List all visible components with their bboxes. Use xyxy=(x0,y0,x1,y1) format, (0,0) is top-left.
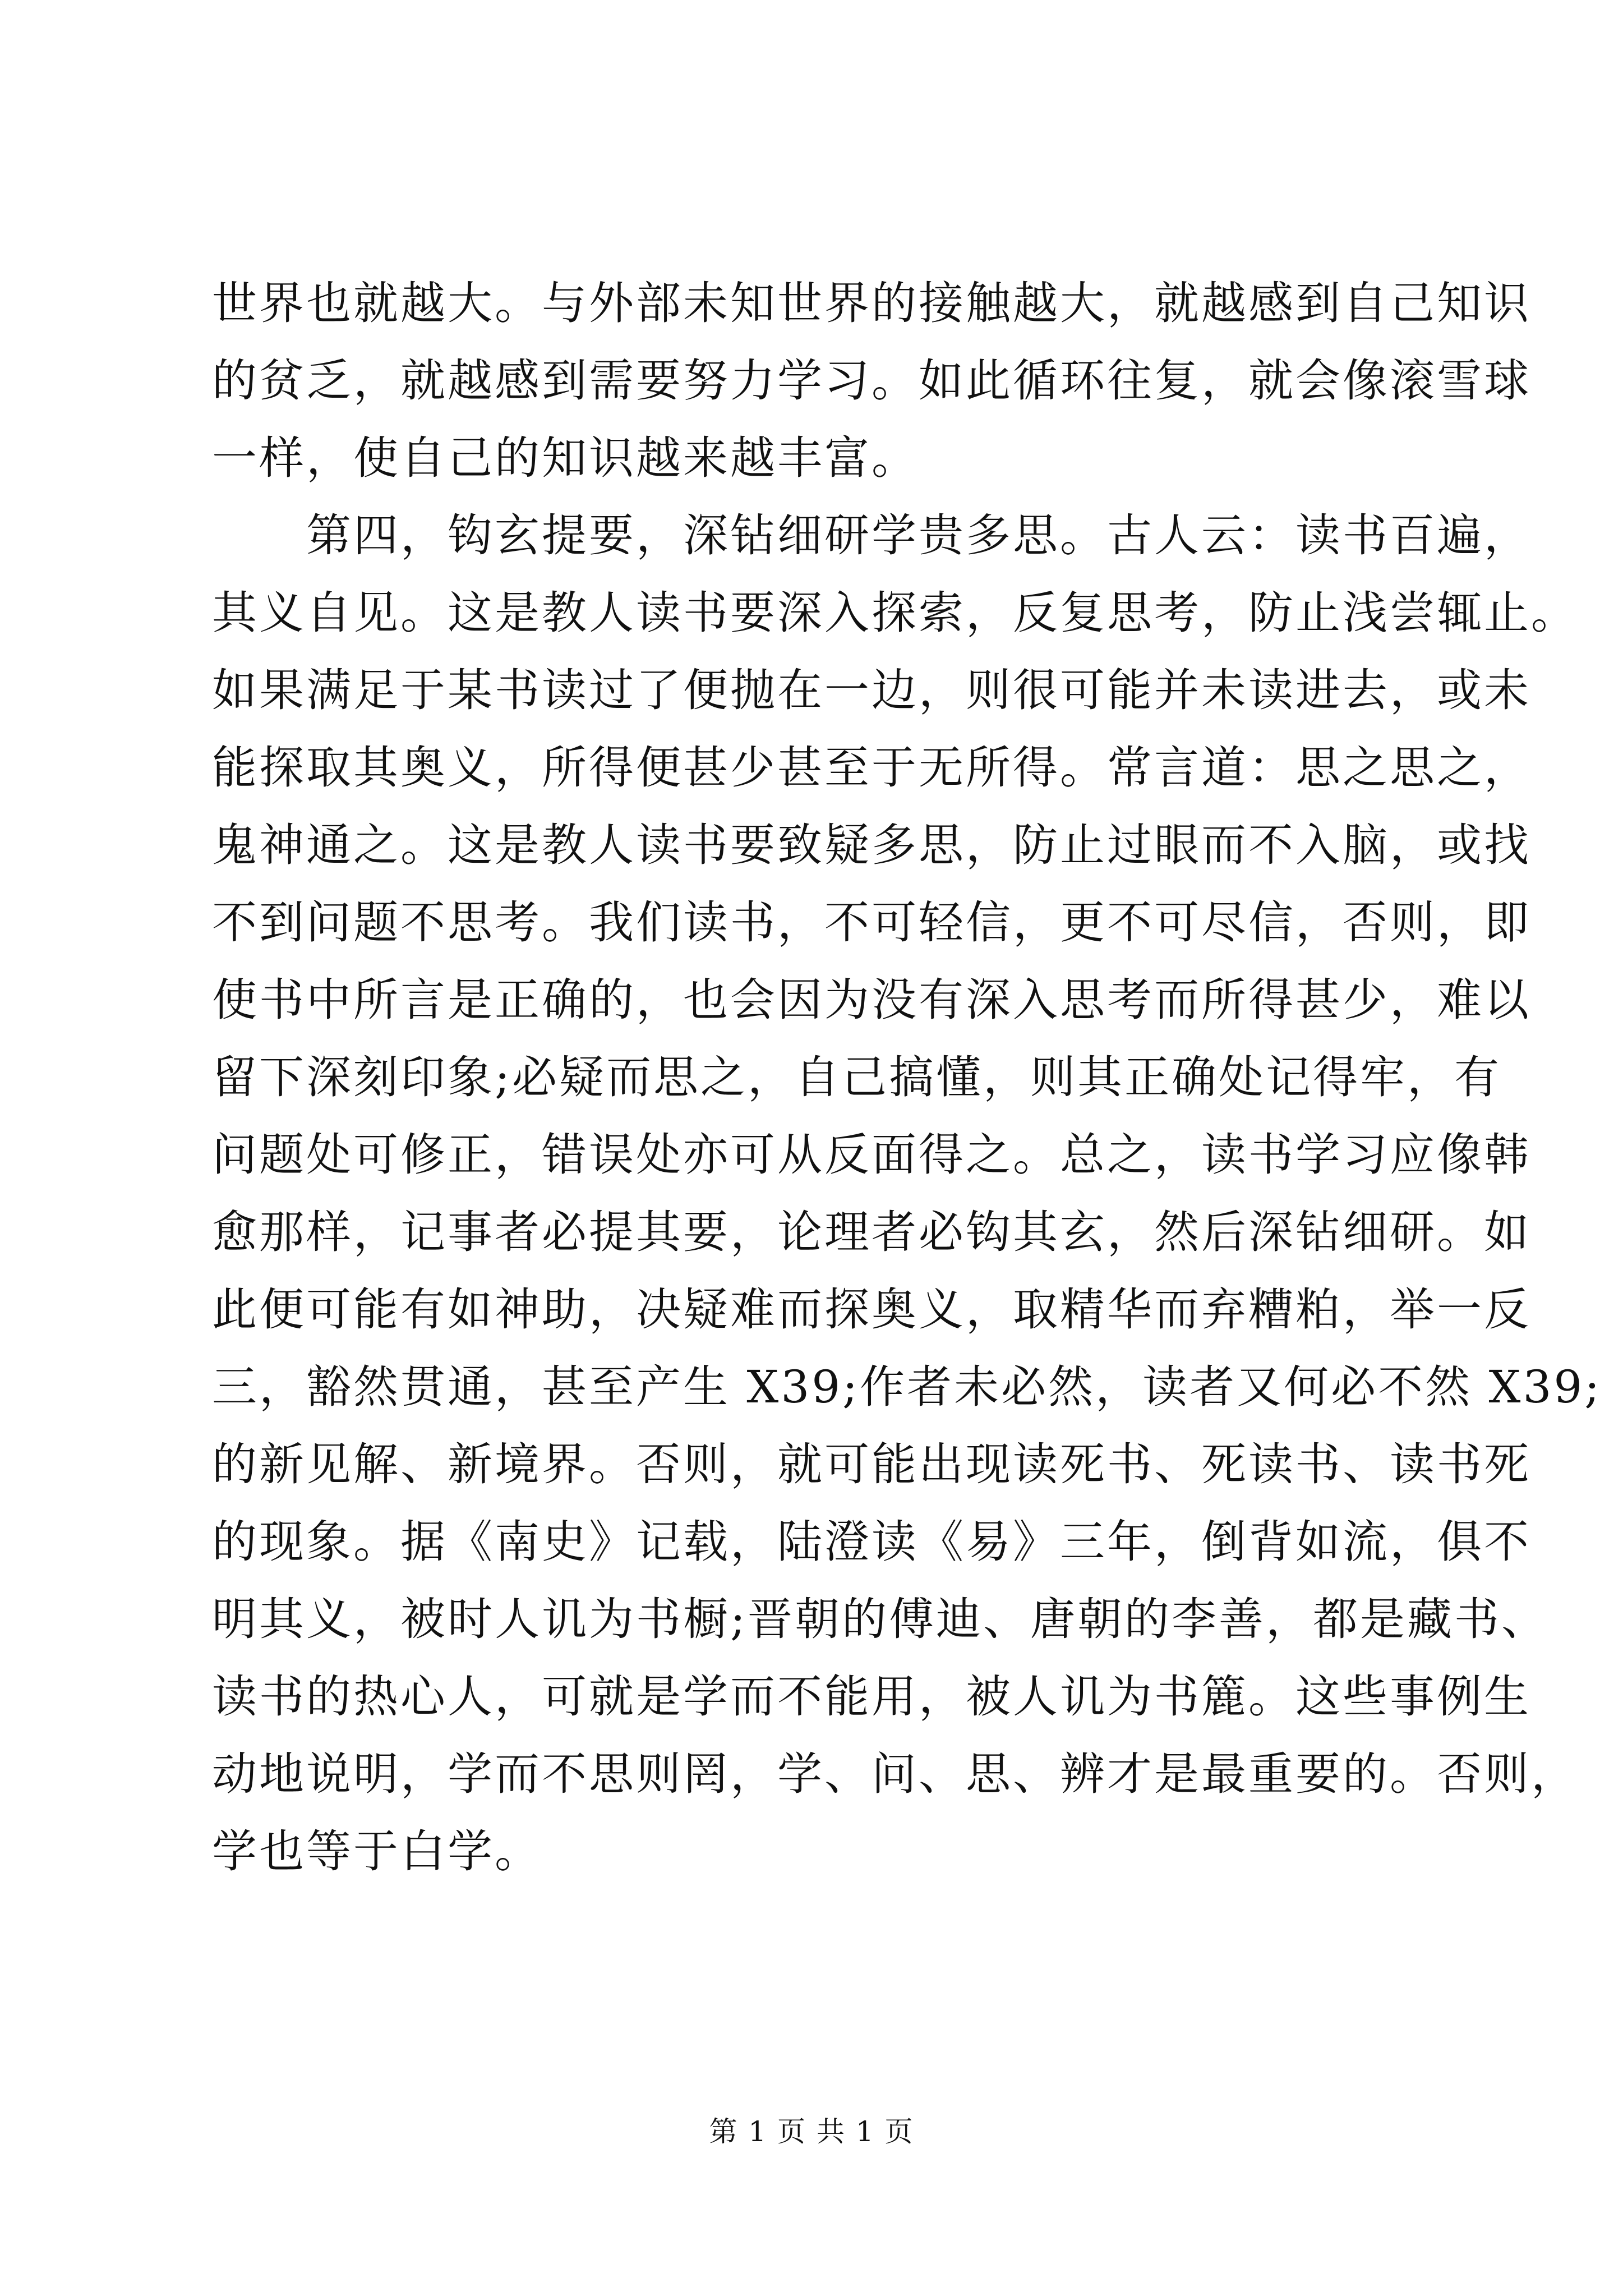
paragraph-2 xyxy=(212,497,1602,1890)
text-line: 三，豁然贯通，甚至产生 X39;作者未必然，读者又何必不然 X39; xyxy=(212,1361,1602,1413)
text-line: 动地说明，学而不思则罔，学、问、思、辨才是最重要的。否则， xyxy=(212,1748,1578,1800)
page-number-label: 第 1 页 共 1 页 xyxy=(709,2115,914,2148)
document-body xyxy=(212,265,1602,1890)
paragraph-1 xyxy=(212,265,1531,497)
text-line: 如果满足于某书读过了便抛在一边，则很可能并未读进去，或未 xyxy=(212,664,1531,716)
text-line: 明其义，被时人讥为书橱;晋朝的傅迪、唐朝的李善，都是藏书、 xyxy=(212,1593,1548,1645)
text-line: 的现象。据《南史》记载，陆澄读《易》三年，倒背如流，俱不 xyxy=(212,1516,1531,1568)
text-line: 的贫乏，就越感到需要努力学习。如此循环往复，就会像滚雪球 xyxy=(212,355,1531,407)
text-line: 能探取其奥义，所得便甚少甚至于无所得。常言道：思之思之， xyxy=(212,742,1531,794)
text-line: 问题处可修正，错误处亦可从反面得之。总之，读书学习应像韩 xyxy=(212,1129,1531,1181)
text-line: 留下深刻印象;必疑而思之，自己搞懂，则其正确处记得牢，有 xyxy=(212,1051,1501,1103)
text-line: 读书的热心人，可就是学而不能用，被人讥为书簏。这些事例生 xyxy=(212,1671,1531,1723)
text-line: 使书中所言是正确的，也会因为没有深入思考而所得甚少，难以 xyxy=(212,974,1531,1026)
text-line: 鬼神通之。这是教人读书要致疑多思，防止过眼而不入脑，或找 xyxy=(212,819,1531,871)
text-line: 愈那样，记事者必提其要，论理者必钩其玄，然后深钻细研。如 xyxy=(212,1206,1531,1258)
page-footer xyxy=(0,2109,1623,2154)
text-line: 第四，钩玄提要，深钻细研学贵多思。古人云：读书百遍， xyxy=(212,509,1531,562)
text-line: 学也等于白学。 xyxy=(212,1825,542,1878)
text-line: 此便可能有如神助，决疑难而探奥义，取精华而弃糟粕，举一反 xyxy=(212,1283,1531,1336)
text-line: 世界也就越大。与外部未知世界的接触越大，就越感到自己知识 xyxy=(212,277,1531,329)
text-line: 一样，使自己的知识越来越丰富。 xyxy=(212,432,919,484)
text-line: 其义自见。这是教人读书要深入探索，反复思考，防止浅尝辄止。 xyxy=(212,587,1578,639)
text-line: 的新见解、新境界。否则，就可能出现读死书、死读书、读书死 xyxy=(212,1438,1531,1490)
text-line: 不到问题不思考。我们读书，不可轻信，更不可尽信，否则，即 xyxy=(212,896,1531,949)
